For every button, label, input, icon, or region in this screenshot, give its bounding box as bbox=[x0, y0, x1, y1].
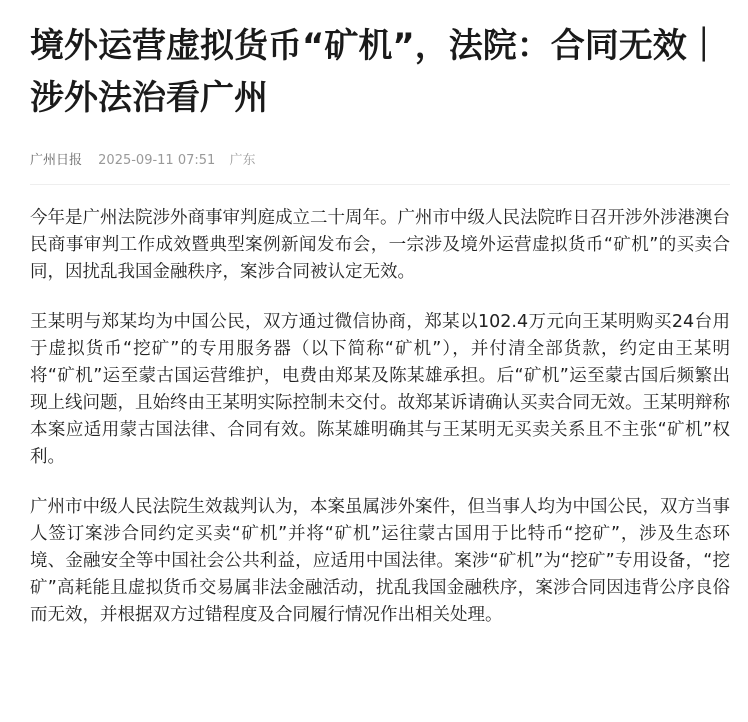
article-paragraph: 广州市中级人民法院生效裁判认为，本案虽属涉外案件，但当事人均为中国公民，双方当事人签订案涉合同约定买卖“矿机”并将“矿机”运往蒙古国用于比特币“挖矿”，涉及生态环境、金融安全等中国社会公共利益，应适用中国法律。案涉“矿机”为“挖矿”专用设备，“挖矿”高耗能且虚拟货币交易属非法金融活动，扰乱我国金融秩序，案涉合同因违背公序良俗而无效，并根据双方过错程度及合同履行情况作出相关处理。 bbox=[30, 497, 730, 625]
article-paragraph: 今年是广州法院涉外商事审判庭成立二十周年。广州市中级人民法院昨日召开涉外涉港澳台民商事审判工作成效暨典型案例新闻发布会，一宗涉及境外运营虚拟货币“矿机”的买卖合同，因扰乱我国金融秩序，案涉合同被认定无效。 bbox=[30, 208, 730, 282]
article-body bbox=[30, 205, 730, 629]
article-meta bbox=[30, 150, 730, 172]
article-paragraph: 王某明与郑某均为中国公民，双方通过微信协商，郑某以102.4万元向王某明购买24台用于虚拟货币“挖矿”的专用服务器（以下简称“矿机”），并付清全部货款，约定由王某明将“矿机”运至蒙古国运营维护，电费由郑某及陈某雄承担。后“矿机”运至蒙古国后频繁出现上线问题，且始终由王某明实际控制未交付。故郑某诉请确认买卖合同无效。王某明辩称本案应适用蒙古国法律、合同有效。陈某雄明确其与王某明无买卖关系且不主张“矿机”权利。 bbox=[30, 312, 730, 467]
article-source[interactable]: 广州日报 bbox=[30, 153, 83, 168]
article bbox=[30, 0, 730, 652]
article-location: 广东 bbox=[229, 153, 256, 168]
article-title: 境外运营虚拟货币“矿机”，法院：合同无效｜涉外法治看广州 bbox=[30, 26, 721, 118]
meta-divider bbox=[30, 184, 730, 185]
article-datetime: 2025-09-11 07:51 bbox=[98, 153, 216, 168]
